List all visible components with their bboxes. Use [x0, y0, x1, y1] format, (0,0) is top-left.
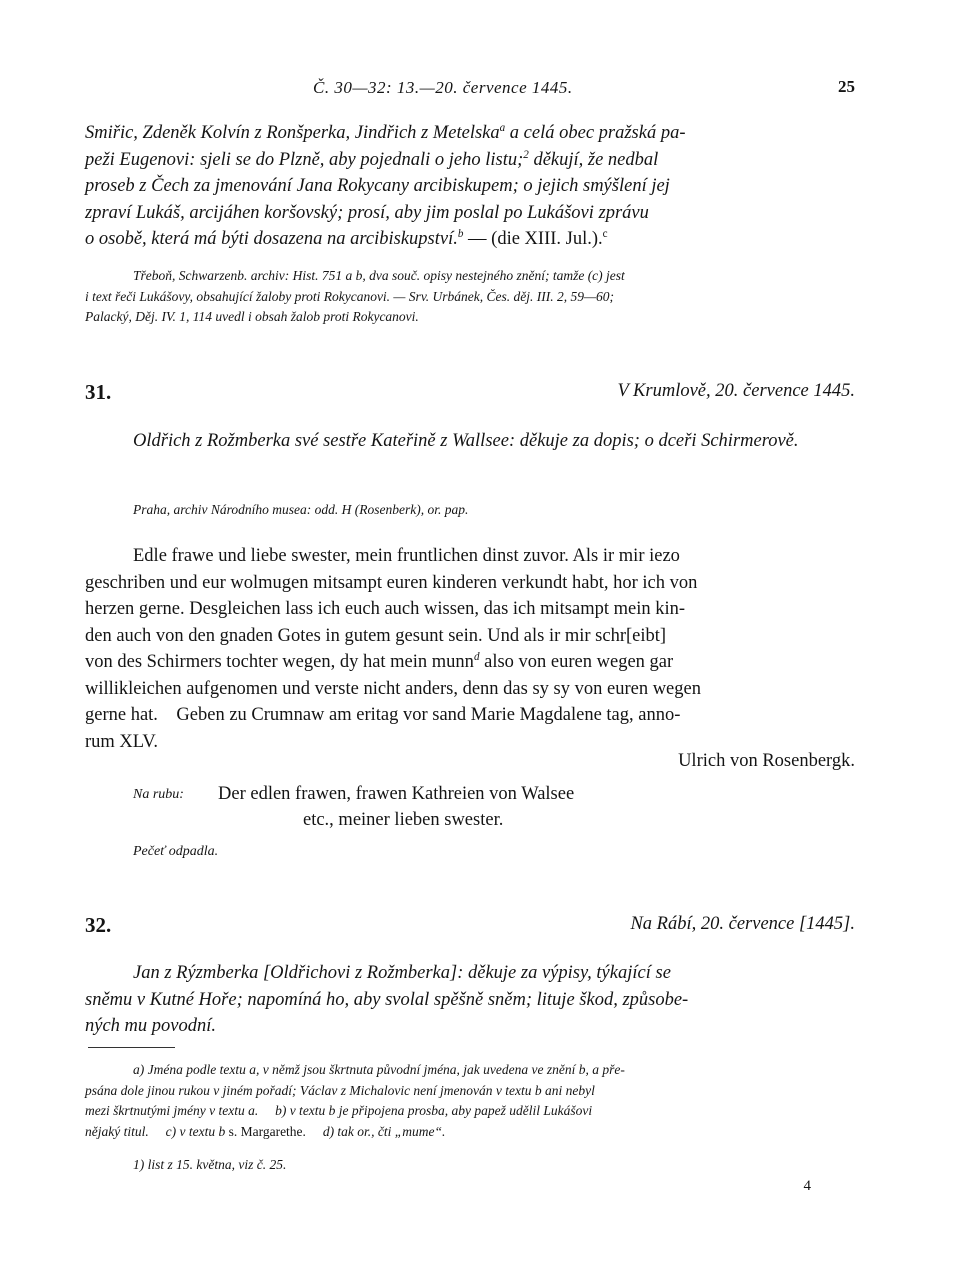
page: [85, 0, 855, 1264]
doc-31-place-date: V Krumlově, 20. července 1445.: [617, 381, 855, 401]
footnotes: a) Jména podle textu a, v němž jsou škrtnuta původní jména, jak uvedena ve znění b, a pře- psána dole jinou rukou v jiném pořadí; Václav z Michalovic není jmenován v textu b ani nebyl mezi škrtnutými jmény v textu a. b) v textu b je připojena prosba, aby papež udělil Lukášovi nějaký titul. c) v textu b s. Margarethe. d) tak or., čti „mume“.: [85, 1062, 625, 1139]
regest-32: Jan z Rýzmberka [Oldřichovi z Rožmberka]: děkuje za výpisy, týkající se sněmu v Kutné Hoře; napomíná ho, aby svolal spěšně sněm; lituje škod, způsobe- ných mu povodní.: [85, 963, 689, 1036]
address-line-2: etc., meiner lieben swester.: [303, 810, 504, 830]
na-rubu-label: Na rubu:: [133, 787, 184, 802]
running-title: Č. 30—32: 13.—20. července 1445.: [313, 78, 573, 97]
regest-31: Oldřich z Rožmberka své sestře Kateřině z Wallsee: děkuje za dopis; o dceři Schirmerově.: [133, 431, 799, 451]
doc-31-text: Edle frawe und liebe swester, mein fruntlichen dinst zuvor. Als ir mir iezo geschriben und eur wolmugen mitsampt euren kinderen verkundt habt, hor ich von herzen gerne. Desgleichen lass ich euch auch wissen, das ich mitsampt mein kin- den auch von den gnaden Gotes in gutem gesunt sein. Und als ir mir schr[eibt] von des Schirmers tochter wegen, dy hat mein munn$^d$ also von euren wegen gar willikleichen aufgenomen und verste nicht anders, denn das sy sy von euren wegen gerne hat. Geben zu Crumnaw am eritag vor sand Marie Magdalene tag, anno- rum XLV.: [85, 546, 701, 752]
doc-31-number: 31.: [85, 380, 112, 404]
signature-mark: 4: [803, 1178, 811, 1194]
footnote-1: 1) list z 15. května, viz č. 25.: [133, 1157, 287, 1172]
footnote-rule: [88, 1047, 175, 1048]
signature: Ulrich von Rosenbergk.: [678, 751, 855, 771]
doc-32-number: 32.: [85, 913, 112, 937]
source-note-30: Třeboň, Schwarzenb. archiv: Hist. 751 a b, dva souč. opisy nestejného znění; tamže (c) jest i text řeči Lukášovy, obsahující žaloby proti Rokycanovi. — Srv. Urbánek, Čes. děj. III. 2, 59—60; Palacký, Děj. IV. 1, 114 uvedl i obsah žalob proti Rokycanovi.: [85, 268, 625, 324]
source-note-31: Praha, archiv Národního musea: odd. H (Rosenberk), or. pap.: [133, 502, 469, 517]
regest-30: Smiřic, Zdeněk Kolvín z Ronšperka, Jindřich z Metelska$^a$ a celá obec pražská pa- peži Eugenovi: sjeli se do Plzně, aby pojednali o jeho listu;$^2$ děkují, že nedbal proseb z Čech za jmenování Jana Rokycany arcibiskupem; o jejich smýšlení jej zpraví Lukáš, arcijáhen koršovský; prosí, aby jim poslal po Lukášovi zprávu o osobě, která má býti dosazena na arcibiskupství.$^b$ — (die XIII. Jul.).$^c$: [85, 121, 686, 249]
address-line-1: Der edlen frawen, frawen Kathreien von Walsee: [218, 784, 575, 804]
seal-note: Pečeť odpadla.: [133, 844, 219, 859]
page-number: 25: [838, 77, 855, 96]
doc-32-place-date: Na Rábí, 20. července [1445].: [630, 914, 855, 934]
